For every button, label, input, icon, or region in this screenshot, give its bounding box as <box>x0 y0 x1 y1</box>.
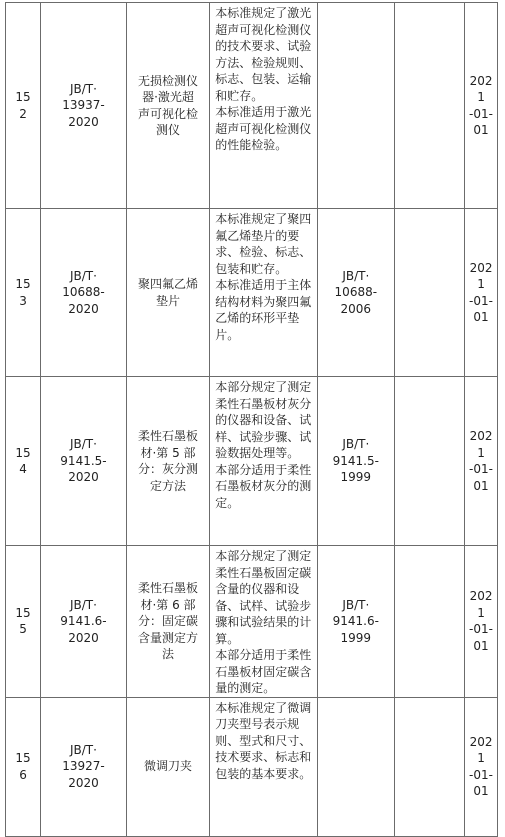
standard-name-cell-line: 微调刀夹 <box>144 759 193 774</box>
replaced-standard-cell-line: 10688- <box>334 285 378 300</box>
replaced-standard-cell-line: 9141.5- <box>332 453 379 468</box>
seq-cell-line: 15 <box>15 277 31 291</box>
description-paragraph: 本标准适用于激光超声可视化检测仪的性能检验。 <box>215 105 312 152</box>
table-row <box>6 697 498 836</box>
effective-date-cell <box>465 209 498 377</box>
standard-name-cell-line: 无损检测仪 <box>138 73 199 88</box>
standard-code-cell-line: 13937- <box>62 98 105 113</box>
description-cell <box>210 3 318 209</box>
seq-cell <box>6 546 41 698</box>
replaced-standard-cell-line: 1999 <box>340 630 372 645</box>
description-cell <box>210 546 318 698</box>
seq-cell <box>6 3 41 209</box>
empty-cell <box>394 377 464 546</box>
standard-code-cell-line: JB/T· <box>69 742 97 757</box>
seq-cell <box>6 377 41 546</box>
description-paragraph: 本标准适用于主体结构材料为聚四氟乙烯的环形平垫片。 <box>215 278 312 342</box>
replaced-standard-cell-line: 1999 <box>340 470 372 485</box>
replaced-standard-cell <box>317 546 394 698</box>
effective-date-cell <box>465 377 498 546</box>
seq-cell-line: 4 <box>19 462 27 476</box>
seq-cell-line: 15 <box>15 90 31 104</box>
standard-code-cell-line: 2020 <box>68 775 99 790</box>
standard-code-cell <box>41 697 127 836</box>
standard-name-cell-line: 分：固定碳 <box>138 614 199 628</box>
standard-code-cell-line: JB/T· <box>69 268 97 283</box>
seq-cell-line: 6 <box>19 767 27 782</box>
replaced-standard-cell-line: 9141.6- <box>332 614 379 628</box>
standard-name-cell-line: 含量测定方 <box>138 630 199 645</box>
standard-name-cell <box>126 377 209 546</box>
effective-date-cell-line: 2021 <box>469 429 493 460</box>
standard-name-cell <box>126 697 209 836</box>
description-paragraph: 本部分适用于柔性石墨板材固定碳含量的测定。 <box>215 648 312 695</box>
standard-code-cell-line: 2020 <box>68 630 99 645</box>
standard-name-cell-line: 材·第 6 部 <box>140 597 196 612</box>
effective-date-cell-line: 01 <box>473 478 489 493</box>
standard-code-cell-line: 10688- <box>62 285 105 300</box>
seq-cell-line: 2 <box>19 106 27 121</box>
standard-name-cell-line: 分：灰分测 <box>138 462 199 476</box>
standard-name-cell-line: 器·激光超 <box>142 90 194 104</box>
seq-cell-line: 3 <box>19 293 27 308</box>
replaced-standard-cell-line: JB/T· <box>342 437 370 452</box>
standard-code-cell <box>41 546 127 698</box>
effective-date-cell-line: 2021 <box>469 589 493 620</box>
effective-date-cell-line: 2021 <box>469 260 493 291</box>
standard-code-cell <box>41 377 127 546</box>
empty-cell <box>394 546 464 698</box>
standard-name-cell-line: 材·第 5 部 <box>140 445 196 460</box>
standard-name-cell <box>126 209 209 377</box>
description-paragraph: 本部分适用于柔性石墨板材灰分的测定。 <box>215 462 312 510</box>
description-cell <box>210 377 318 546</box>
effective-date-cell <box>465 697 498 836</box>
description-paragraph: 本标准规定了微调刀夹型号表示规则、型式和尺寸、技术要求、标志和包装的基本要求。 <box>215 700 312 781</box>
effective-date-cell-line: -01- <box>469 462 493 476</box>
replaced-standard-cell-line: 2006 <box>340 301 372 316</box>
seq-cell-line: 15 <box>15 445 31 460</box>
standard-name-cell <box>126 546 209 698</box>
standards-table <box>5 2 498 837</box>
seq-cell <box>6 697 41 836</box>
effective-date-cell-line: -01- <box>469 106 493 121</box>
effective-date-cell-line: 01 <box>473 784 489 798</box>
effective-date-cell-line: 2021 <box>469 734 493 765</box>
effective-date-cell-line: 2021 <box>469 73 493 104</box>
replaced-standard-cell-line: JB/T· <box>342 268 370 283</box>
effective-date-cell <box>465 546 498 698</box>
description-paragraph: 本标准规定了激光超声可视化检测仪的技术要求、试验方法、检验规则、标志、包装、运输和贮存。 <box>215 6 312 103</box>
standards-table-body <box>6 3 498 837</box>
seq-cell-line: 5 <box>19 622 27 637</box>
standard-name-cell-line: 法 <box>162 647 175 661</box>
standard-code-cell <box>41 3 127 209</box>
standard-name-cell-line: 垫片 <box>156 293 181 308</box>
standard-name-cell <box>126 3 209 209</box>
replaced-standard-cell <box>317 697 394 836</box>
replaced-standard-cell <box>317 3 394 209</box>
empty-cell <box>394 3 464 209</box>
effective-date-cell-line: -01- <box>469 293 493 308</box>
effective-date-cell-line: 01 <box>473 310 489 324</box>
effective-date-cell-line: -01- <box>469 767 493 782</box>
table-row <box>6 546 498 698</box>
seq-cell-line: 15 <box>15 605 31 620</box>
description-paragraph: 本部分规定了测定柔性石墨板固定碳含量的仪器和设备、试样、试验步骤和试验结果的计算。 <box>215 549 312 646</box>
standard-code-cell-line: JB/T· <box>69 81 97 96</box>
description-paragraph: 本标准规定了聚四氟乙烯垫片的要求、检验、标志、包装和贮存。 <box>215 212 312 276</box>
description-cell <box>210 697 318 836</box>
table-row <box>6 3 498 209</box>
replaced-standard-cell <box>317 377 394 546</box>
standard-code-cell-line: 9141.6- <box>60 614 107 628</box>
empty-cell <box>394 209 464 377</box>
table-row <box>6 377 498 546</box>
standard-name-cell-line: 柔性石墨板 <box>138 581 199 595</box>
effective-date-cell-line: -01- <box>469 622 493 637</box>
standard-name-cell-line: 定方法 <box>150 478 187 493</box>
standard-name-cell-line: 测仪 <box>156 123 181 137</box>
effective-date-cell-line: 01 <box>473 638 489 653</box>
description-paragraph: 本部分规定了测定柔性石墨板材灰分的仪器和设备、试样、试验步骤、试验数据处理等。 <box>215 380 312 460</box>
replaced-standard-cell <box>317 209 394 377</box>
standard-code-cell-line: JB/T· <box>69 597 97 612</box>
standard-code-cell-line: JB/T· <box>69 437 97 452</box>
standard-code-cell-line: 2020 <box>68 470 99 485</box>
empty-cell <box>394 697 464 836</box>
seq-cell-line: 15 <box>15 751 31 765</box>
standard-code-cell-line: 2020 <box>68 301 99 316</box>
standard-name-cell-line: 聚四氟乙烯 <box>138 277 199 291</box>
seq-cell <box>6 209 41 377</box>
standard-name-cell-line: 柔性石墨板 <box>138 429 199 443</box>
effective-date-cell-line: 01 <box>473 123 489 137</box>
replaced-standard-cell-line: JB/T· <box>342 597 370 612</box>
standard-name-cell-line: 声可视化检 <box>138 106 199 121</box>
standard-code-cell-line: 13927- <box>62 759 105 774</box>
standard-code-cell-line: 9141.5- <box>60 453 107 468</box>
standard-code-cell-line: 2020 <box>68 114 99 129</box>
description-cell <box>210 209 318 377</box>
table-row <box>6 209 498 377</box>
effective-date-cell <box>465 3 498 209</box>
standard-code-cell <box>41 209 127 377</box>
